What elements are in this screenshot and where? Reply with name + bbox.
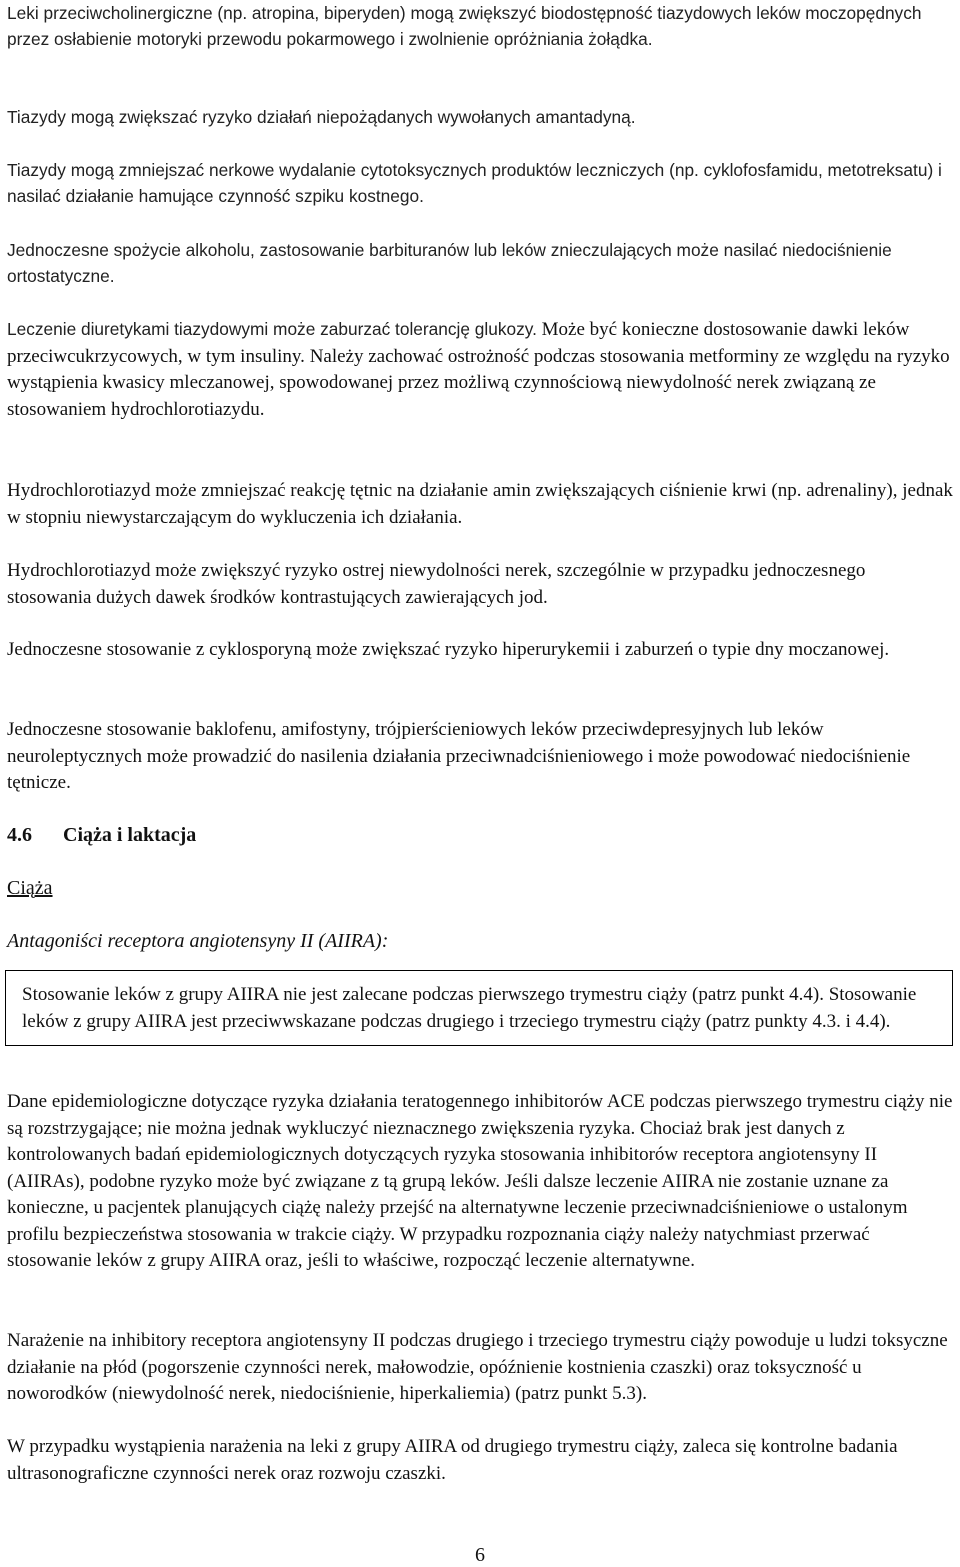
section-title: Ciąża i laktacja bbox=[63, 824, 197, 846]
glucose-sentence-3: Należy zachować ostrożność podczas stosowania metforminy ze względu na ryzyko wystąpienia kwasicy mleczanowej, spowodowanej przez możliwą czynnościową niewydolność nerek związaną ze stosowaniem hydrochlorotiazydu. bbox=[7, 345, 950, 420]
paragraph-ultrasound: W przypadku wystąpienia narażenia na leki z grupy AIIRA od drugiego trymestru ciąży, zaleca się kontrolne badania ultrasonograficzne czynności nerek oraz rozwoju czaszki. bbox=[7, 1436, 898, 1484]
boxed-warning bbox=[5, 970, 953, 1046]
subheading-aiira: Antagoniści receptora angiotensyny II (AIIRA): bbox=[7, 930, 389, 952]
paragraph-amines: Hydrochlorotiazyd może zmniejszać reakcję tętnic na działanie amin zwiększających ciśnienie krwi (np. adrenaliny), jednak w stopniu niewystarczającym do wykluczenia ich działania. bbox=[7, 480, 953, 528]
paragraph-cyclosporine: Jednoczesne stosowanie z cyklosporyną może zwiększać ryzyko hiperurykemii i zaburzeń o typie dny moczanowej. bbox=[7, 639, 890, 660]
boxed-warning-text: Stosowanie leków z grupy AIIRA nie jest zalecane podczas pierwszego trymestru ciąży (patrz punkt 4.4). Stosowanie leków z grupy AIIRA jest przeciwwskazane podczas drugiego i trzeciego trymestru ciąży (patrz punkty 4.3. i 4.4). bbox=[22, 984, 917, 1032]
section-heading bbox=[7, 821, 953, 849]
subsection-pregnancy: Ciąża bbox=[7, 877, 53, 899]
page-number: 6 bbox=[475, 1544, 485, 1566]
glucose-sentence-2: Może być konieczne dostosowanie dawki leków przeciwcukrzycowych, w tym insuliny. bbox=[7, 319, 910, 367]
paragraph-kidney-failure: Hydrochlorotiazyd może zwiększyć ryzyko ostrej niewydolności nerek, szczególnie w przypadku jednoczesnego stosowania dużych dawek środków kontrastujących zawierających jod. bbox=[7, 560, 866, 608]
paragraph-epidemiology: Dane epidemiologiczne dotyczące ryzyka działania teratogennego inhibitorów ACE podczas pierwszego trymestru ciąży nie są rozstrzygające; nie można jednak wykluczyć nieznacznego zwiększenia ryzyka. Chociaż brak jest danych z kontrolowanych badań epidemiologicznych dotyczących ryzyka stosowania inhibitorów receptora angiotensyny II (AIIRAs), podobne ryzyko może być związane z tą grupą leków. Jeśli dalsze leczenie AIIRA nie zostanie uznane za konieczne, u pacjentek planujących ciążę należy przejść na alternatywne leczenie przeciwnadciśnieniowe o ustalonym profilu bezpieczeństwa stosowania w trakcie ciąży. W przypadku rozpoznania ciąży należy natychmiast przerwać stosowanie leków z grupy AIIRA oraz, jeśli to właściwe, rozpocząć leczenie alternatywne. bbox=[7, 1091, 953, 1271]
paragraph-anticholinergics: Leki przeciwcholinergiczne (np. atropina, biperyden) mogą zwiększyć biodostępność tiazydowych leków moczopędnych przez osłabienie motoryki przewodu pokarmowego i zwolnienie opróżniania żołądka. bbox=[7, 3, 922, 49]
section-number: 4.6 bbox=[7, 824, 32, 846]
paragraph-amantadine: Tiazydy mogą zwiększać ryzyko działań niepożądanych wywołanych amantadyną. bbox=[7, 107, 636, 127]
paragraph-alcohol: Jednoczesne spożycie alkoholu, zastosowanie barbituranów lub leków znieczulających może nasilać niedociśnienie ortostatyczne. bbox=[7, 240, 892, 286]
paragraph-fetal-toxicity: Narażenie na inhibitory receptora angiotensyny II podczas drugiego i trzeciego trymestru ciąży powoduje u ludzi toksyczne działanie na płód (pogorszenie czynności nerek, małowodzie, opóźnienie kostnienia czaszki) oraz toksyczność u noworodków (niewydolność nerek, niedociśnienie, hiperkaliemia) (patrz punkt 5.3). bbox=[7, 1330, 948, 1404]
paragraph-cytotoxic: Tiazydy mogą zmniejszać nerkowe wydalanie cytotoksycznych produktów leczniczych (np. cyklofosfamidu, metotreksatu) i nasilać działanie hamujące czynność szpiku kostnego. bbox=[7, 160, 942, 206]
glucose-sentence-1: Leczenie diuretykami tiazydowymi może zaburzać tolerancję glukozy. bbox=[7, 319, 537, 339]
paragraph-baclofen: Jednoczesne stosowanie baklofenu, amifostyny, trójpierścieniowych leków przeciwdepresyjnych lub leków neuroleptycznych może prowadzić do nasilenia działania przeciwnadciśnieniowego i może powodować niedociśnienie tętnicze. bbox=[7, 719, 911, 793]
paragraph-glucose-tolerance bbox=[7, 316, 953, 423]
